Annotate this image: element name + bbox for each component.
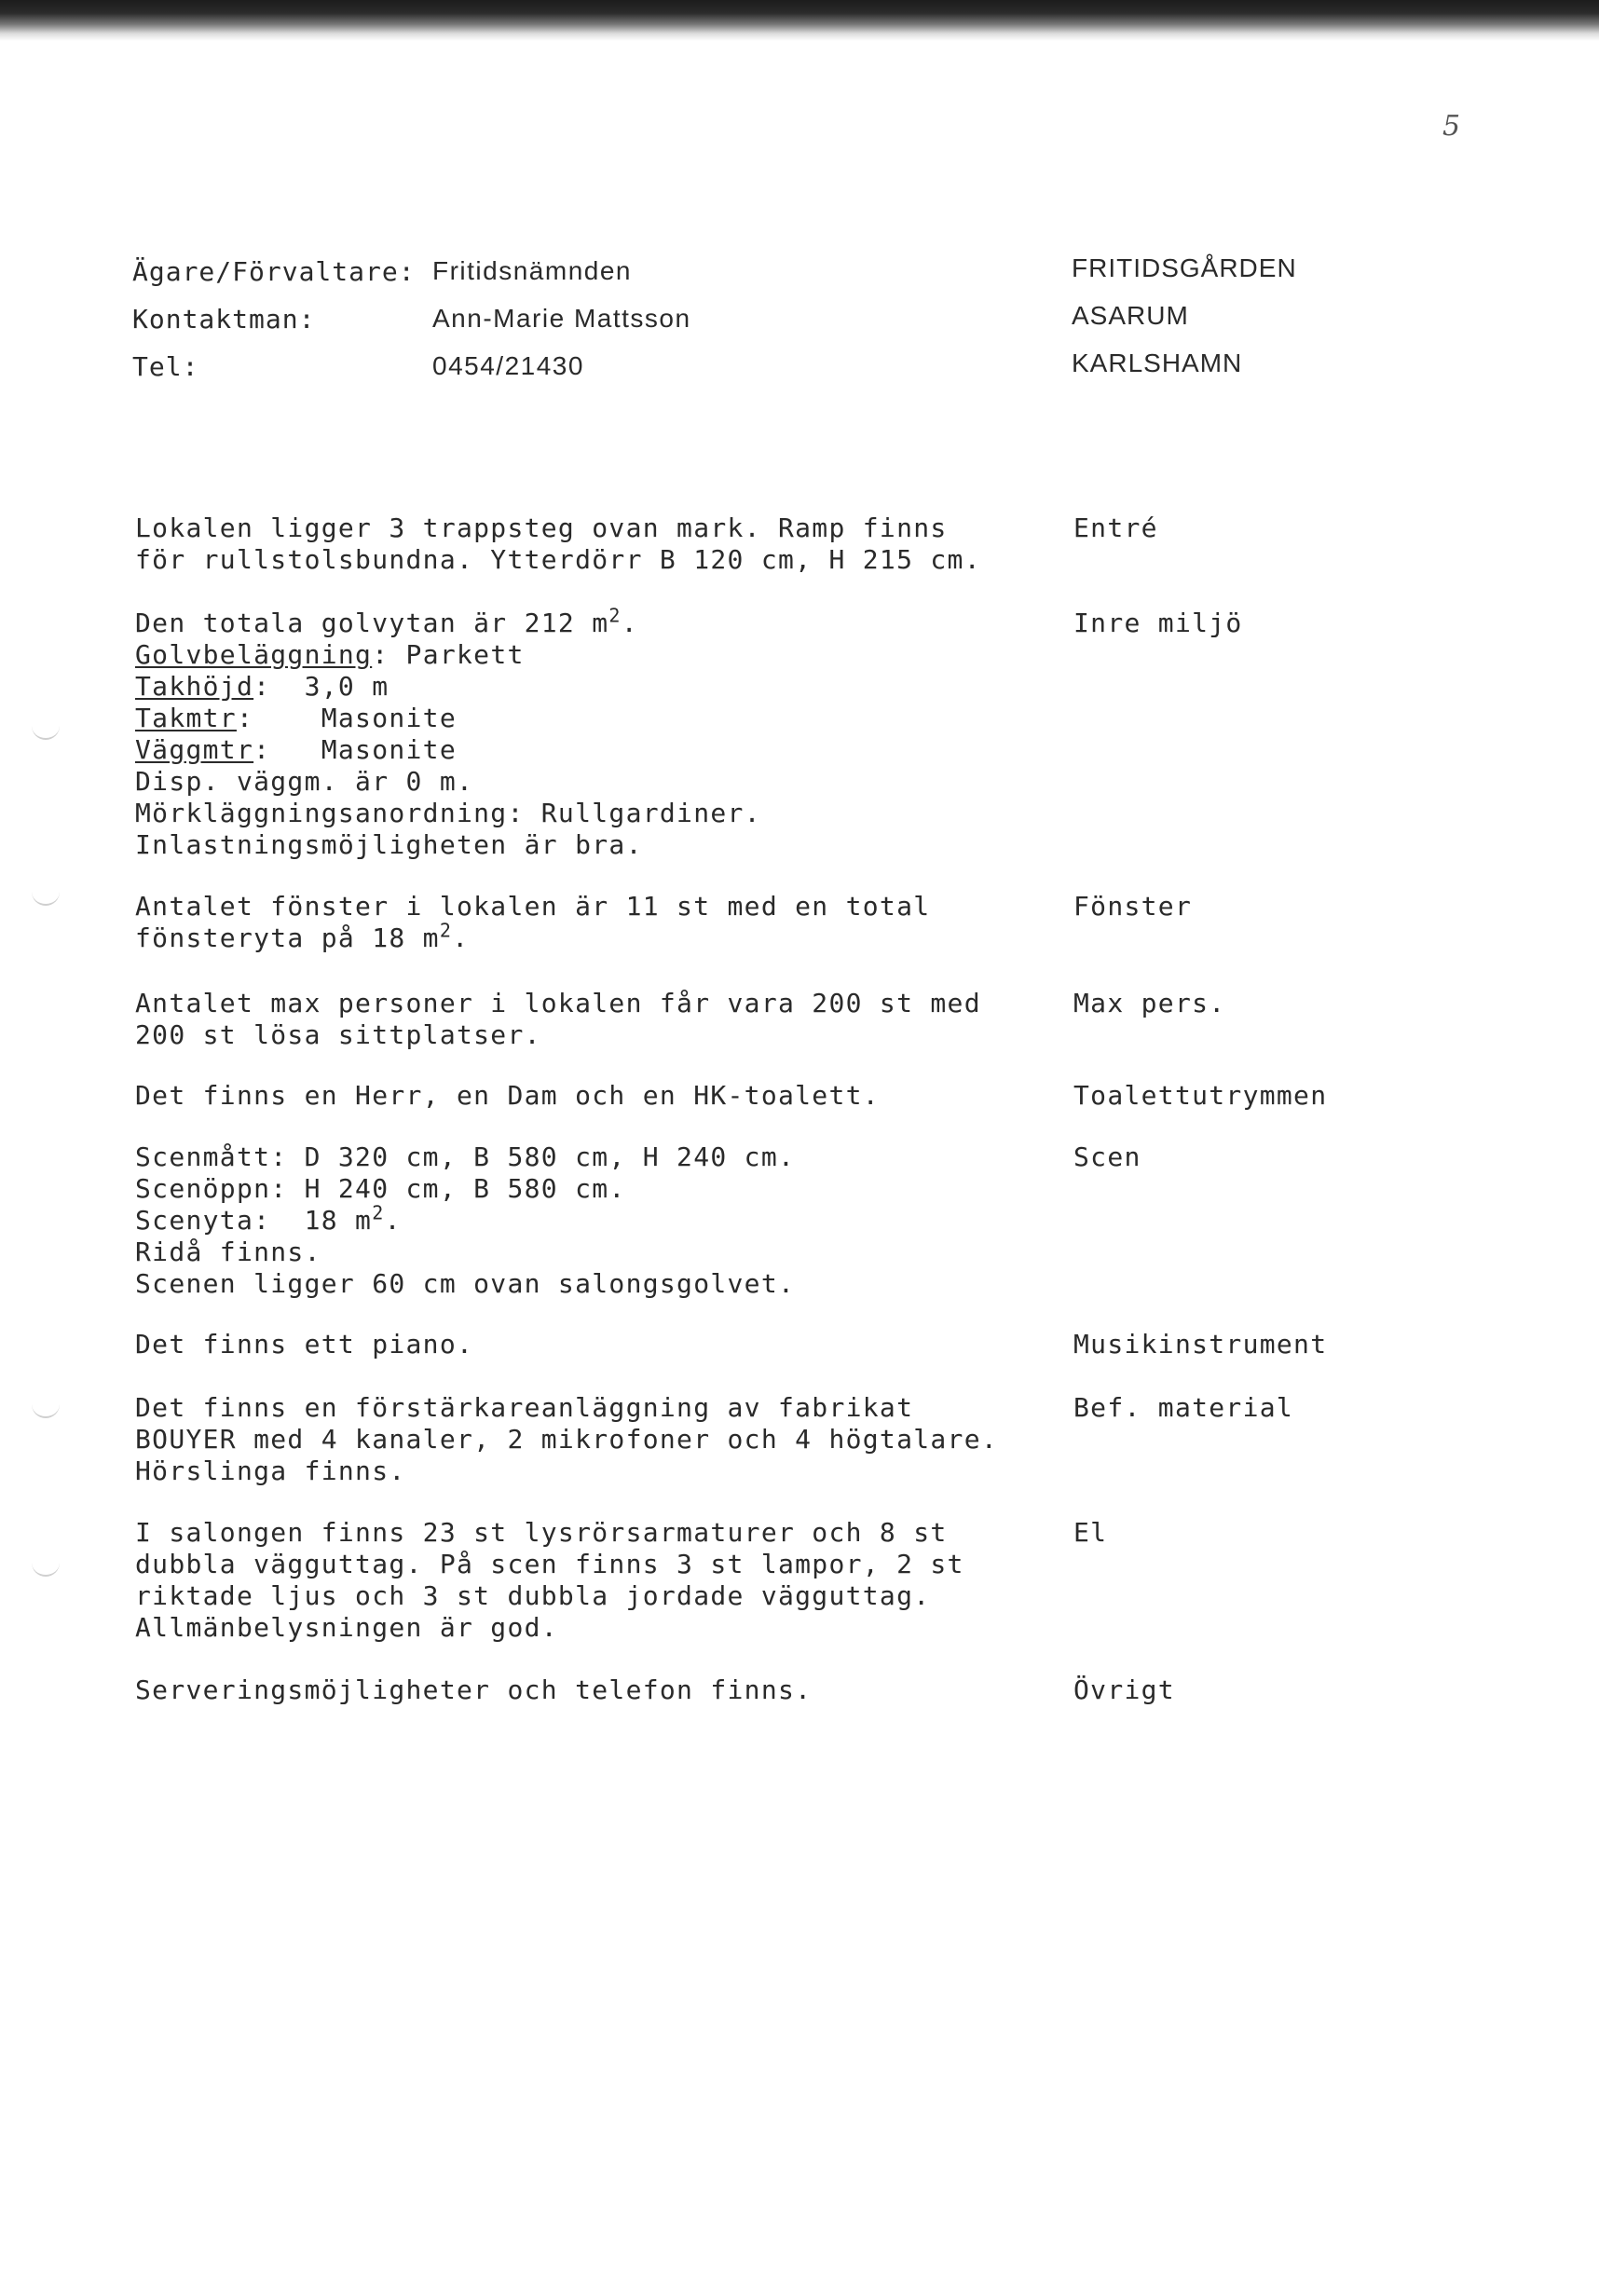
- address-line: KARLSHAMN: [1072, 348, 1243, 377]
- body-line: Lokalen ligger 3 trappsteg ovan mark. Ramp finns: [135, 512, 948, 543]
- section-body: [135, 988, 1030, 1051]
- body-line: Scenmått: D 320 cm, B 580 cm, H 240 cm.: [135, 1141, 796, 1172]
- punctuation: .: [621, 608, 638, 638]
- section-label: Musikinstrument: [1073, 1329, 1328, 1360]
- ceiling-material-value: : Masonite: [236, 703, 457, 733]
- page-number: 5: [1442, 110, 1461, 143]
- punctuation: .: [384, 1205, 402, 1236]
- body-line: Antalet fönster i lokalen är 11 st med en total: [135, 891, 931, 922]
- section-label: Entré: [1073, 512, 1158, 543]
- body-line: Mörkläggningsanordning: Rullgardiner.: [135, 798, 761, 828]
- section-body: [135, 512, 1030, 576]
- owner-label: Ägare/Förvaltare:: [132, 256, 416, 287]
- contact-label: Kontaktman:: [132, 304, 316, 335]
- punch-hole-mark: [32, 718, 60, 740]
- body-line: Scenen ligger 60 cm ovan salongsgolvet.: [135, 1268, 796, 1299]
- section-label: Inre miljö: [1073, 608, 1243, 638]
- section-body: [135, 1392, 1030, 1487]
- wall-material-label: Väggmtr: [135, 734, 254, 765]
- body-line: Antalet max personer i lokalen får vara 200 st med: [135, 988, 981, 1018]
- body-line: för rullstolsbundna. Ytterdörr B 120 cm, H 215 cm.: [135, 544, 981, 575]
- ceiling-height-label: Takhöjd: [135, 671, 254, 702]
- ceiling-height-value: : 3,0 m: [253, 671, 390, 702]
- section-body: [135, 891, 1030, 954]
- body-line: BOUYER med 4 kanaler, 2 mikrofoner och 4 högtalare.: [135, 1424, 999, 1455]
- section-label: Övrigt: [1073, 1674, 1175, 1705]
- section-label: Bef. material: [1073, 1392, 1294, 1423]
- punch-hole-mark: [32, 883, 60, 906]
- floor-area-line: [135, 604, 1030, 639]
- address-line: FRITIDSGÅRDEN: [1072, 253, 1297, 282]
- section-body: [135, 1080, 1030, 1112]
- punctuation: .: [452, 922, 470, 953]
- address-block: [1072, 253, 1297, 396]
- floor-covering-value: : Parkett: [372, 639, 525, 670]
- body-line: Inlastningsmöjligheten är bra.: [135, 829, 643, 860]
- superscript: 2: [439, 919, 453, 942]
- section-body: [135, 1674, 1030, 1706]
- section-label: Toalettutrymmen: [1073, 1080, 1328, 1111]
- section-body: [135, 1329, 1030, 1360]
- ceiling-height-line: [135, 671, 1030, 703]
- body-line: Det finns ett piano.: [135, 1329, 474, 1360]
- section-label: El: [1073, 1517, 1108, 1548]
- owner-value: Fritidsnämnden: [432, 256, 632, 285]
- section-body: [135, 604, 1030, 861]
- punch-hole-mark: [32, 1396, 60, 1418]
- scan-edge: [0, 0, 1599, 41]
- section-body: [135, 1141, 1030, 1300]
- body-line: I salongen finns 23 st lysrörsarmaturer och 8 st: [135, 1517, 948, 1548]
- section-label: Scen: [1073, 1141, 1141, 1172]
- stage-area-line: [135, 1201, 1030, 1237]
- body-line: Hörslinga finns.: [135, 1456, 406, 1486]
- wall-material-value: : Masonite: [253, 734, 457, 765]
- body-line: Ridå finns.: [135, 1237, 321, 1267]
- section-label: Fönster: [1073, 891, 1193, 922]
- body-line: Disp. väggm. är 0 m.: [135, 766, 474, 797]
- stage-area-text: Scenyta: 18 m: [135, 1205, 373, 1236]
- contact-value: Ann-Marie Mattsson: [432, 304, 691, 333]
- floor-area-text: Den totala golvytan är 212 m: [135, 608, 609, 638]
- body-line: riktade ljus och 3 st dubbla jordade vägguttag.: [135, 1580, 931, 1611]
- body-line: Serveringsmöjligheter och telefon finns.: [135, 1674, 813, 1705]
- wall-material-line: [135, 734, 1030, 766]
- phone-value: 0454/21430: [432, 351, 584, 380]
- ceiling-material-line: [135, 703, 1030, 734]
- window-area-text: fönsteryta på 18 m: [135, 922, 440, 953]
- body-line: Det finns en förstärkareanläggning av fabrikat: [135, 1392, 914, 1423]
- body-line: Scenöppn: H 240 cm, B 580 cm.: [135, 1173, 626, 1204]
- punch-hole-mark: [32, 1554, 60, 1577]
- section-body: [135, 1517, 1030, 1644]
- ceiling-material-label: Takmtr: [135, 703, 237, 733]
- floor-covering-label: Golvbeläggning: [135, 639, 373, 670]
- body-line: 200 st lösa sittplatser.: [135, 1019, 541, 1050]
- section-label: Max pers.: [1073, 988, 1226, 1018]
- body-line: Allmänbelysningen är god.: [135, 1612, 558, 1643]
- window-area-line: [135, 919, 1030, 954]
- floor-covering-line: [135, 639, 1030, 671]
- phone-label: Tel:: [132, 351, 199, 382]
- superscript: 2: [372, 1201, 385, 1224]
- body-line: dubbla vägguttag. På scen finns 3 st lampor, 2 st: [135, 1549, 964, 1579]
- body-line: Det finns en Herr, en Dam och en HK-toalett.: [135, 1080, 880, 1111]
- superscript: 2: [608, 604, 622, 627]
- address-line: ASARUM: [1072, 301, 1189, 330]
